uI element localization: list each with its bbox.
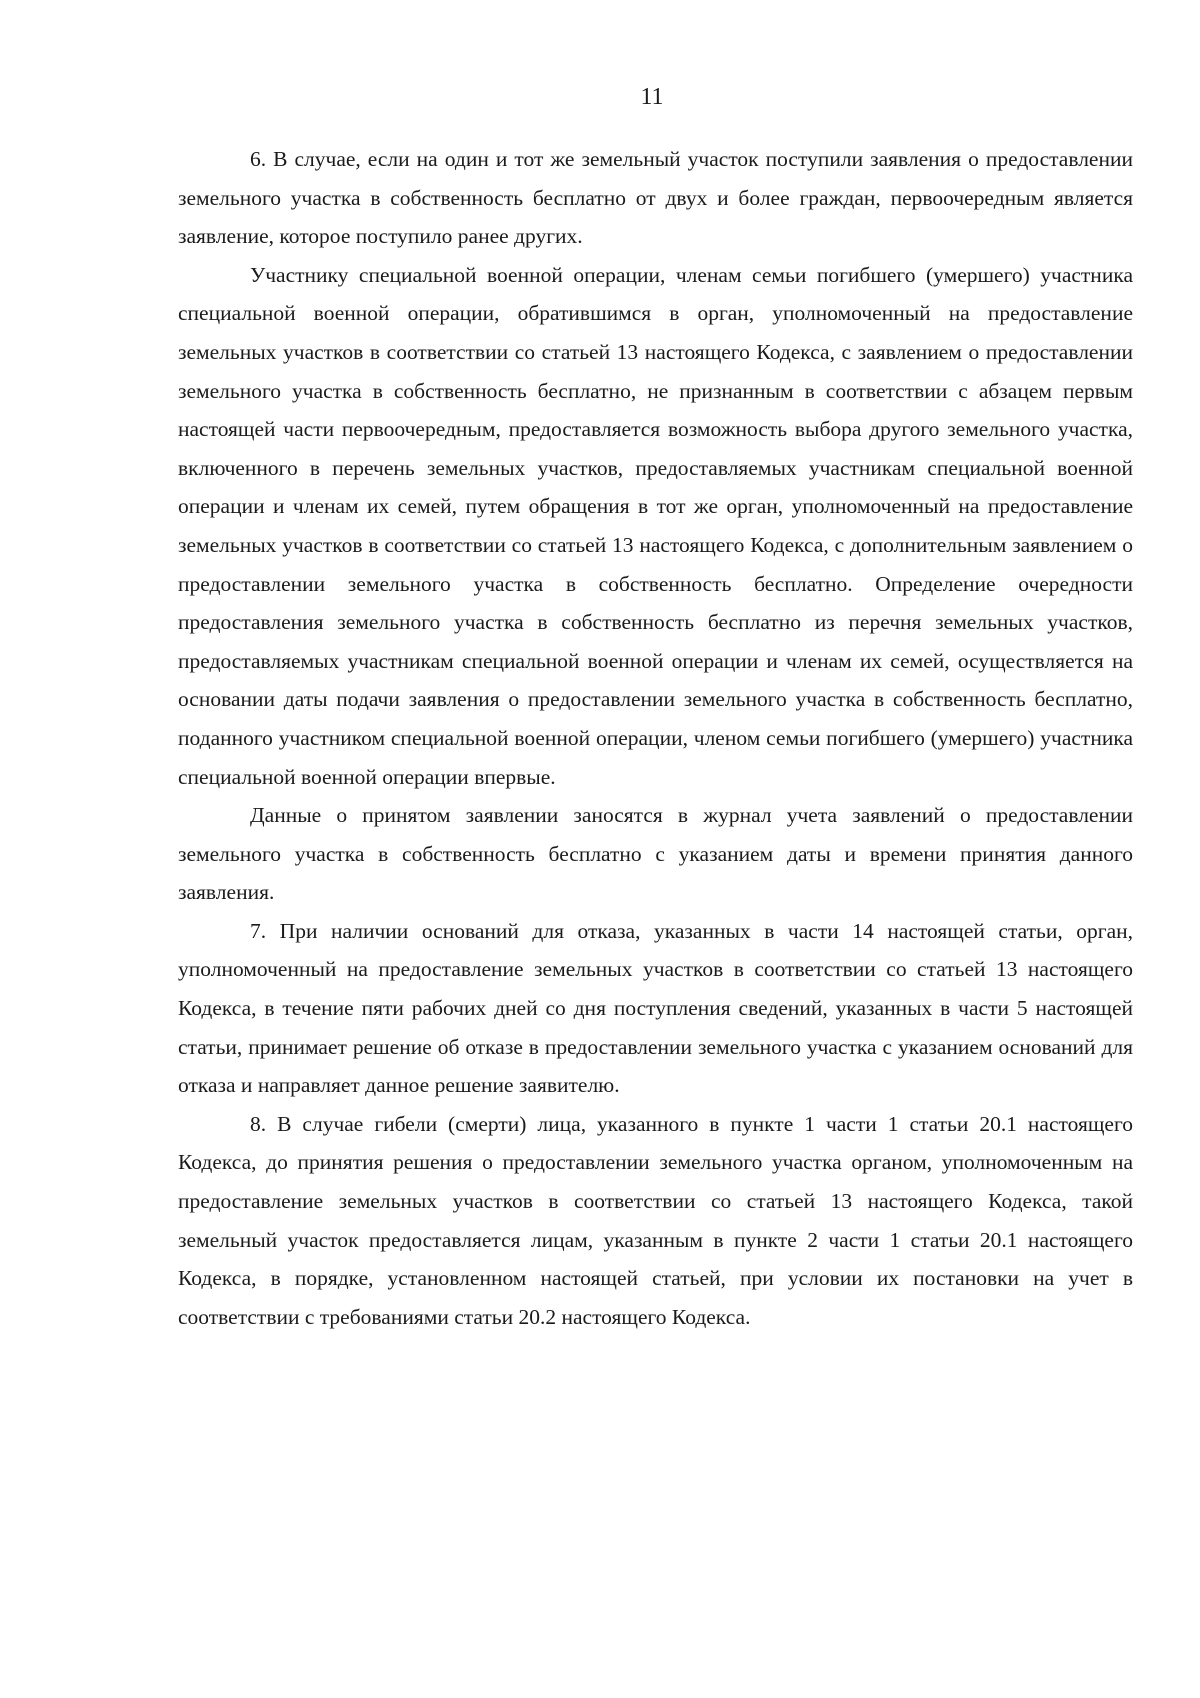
paragraph-7: 7. При наличии оснований для отказа, указанных в части 14 настоящей статьи, орган, уполномоченный на предоставление земельных участков в соответствии со статьей 13 настоящего Кодекса, в течение пяти рабочих дней со дня поступления сведений, указанных в части 5 настоящей статьи, принимает решение об отказе в предоставлении земельного участка с указанием оснований для отказа и направляет данное решение заявителю.	[178, 918, 1133, 1098]
paragraph-svo-participants: Участнику специальной военной операции, членам семьи погибшего (умершего) участника специальной военной операции, обратившимся в орган, уполномоченный на предоставление земельных участков в соответствии со статьей 13 настоящего Кодекса, с заявлением о предоставлении земельного участка в собственность бесплатно, не признанным в соответствии с абзацем первым настоящей части первоочередным, предоставляется возможность выбора другого земельного участка, включенного в перечень земельных участков, предоставляемых участникам специальной военной операции и членам их семей, путем обращения в тот же орган, уполномоченный на предоставление земельных участков в соответствии со статьей 13 настоящего Кодекса, с дополнительным заявлением о предоставлении земельного участка в собственность бесплатно. Определение очередности предоставления земельного участка в собственность бесплатно из перечня земельных участков, предоставляемых участникам специальной военной операции и членам их семей, осуществляется на основании даты подачи заявления о предоставлении земельного участка в собственность бесплатно, поданного участником специальной военной операции, членом семьи погибшего (умершего) участника специальной военной операции впервые.	[178, 262, 1133, 789]
page-number: 11	[640, 84, 664, 110]
paragraph-6: 6. В случае, если на один и тот же земельный участок поступили заявления о предоставлении земельного участка в собственность бесплатно от двух и более граждан, первоочередным является заявление, которое поступило ранее других.	[178, 147, 1133, 249]
document-body	[178, 140, 1133, 1336]
paragraph-8: 8. В случае гибели (смерти) лица, указанного в пункте 1 части 1 статьи 20.1 настоящего Кодекса, до принятия решения о предоставлении земельного участка органом, уполномоченным на предоставление земельных участков в соответствии со статьей 13 настоящего Кодекса, такой земельный участок предоставляется лицам, указанным в пункте 2 части 1 статьи 20.1 настоящего Кодекса, в порядке, установленном настоящей статьей, при условии их постановки на учет в соответствии с требованиями статьи 20.2 настоящего Кодекса.	[178, 1111, 1133, 1329]
paragraph-registry: Данные о принятом заявлении заносятся в журнал учета заявлений о предоставлении земельного участка в собственность бесплатно с указанием даты и времени принятия данного заявления.	[178, 803, 1133, 905]
